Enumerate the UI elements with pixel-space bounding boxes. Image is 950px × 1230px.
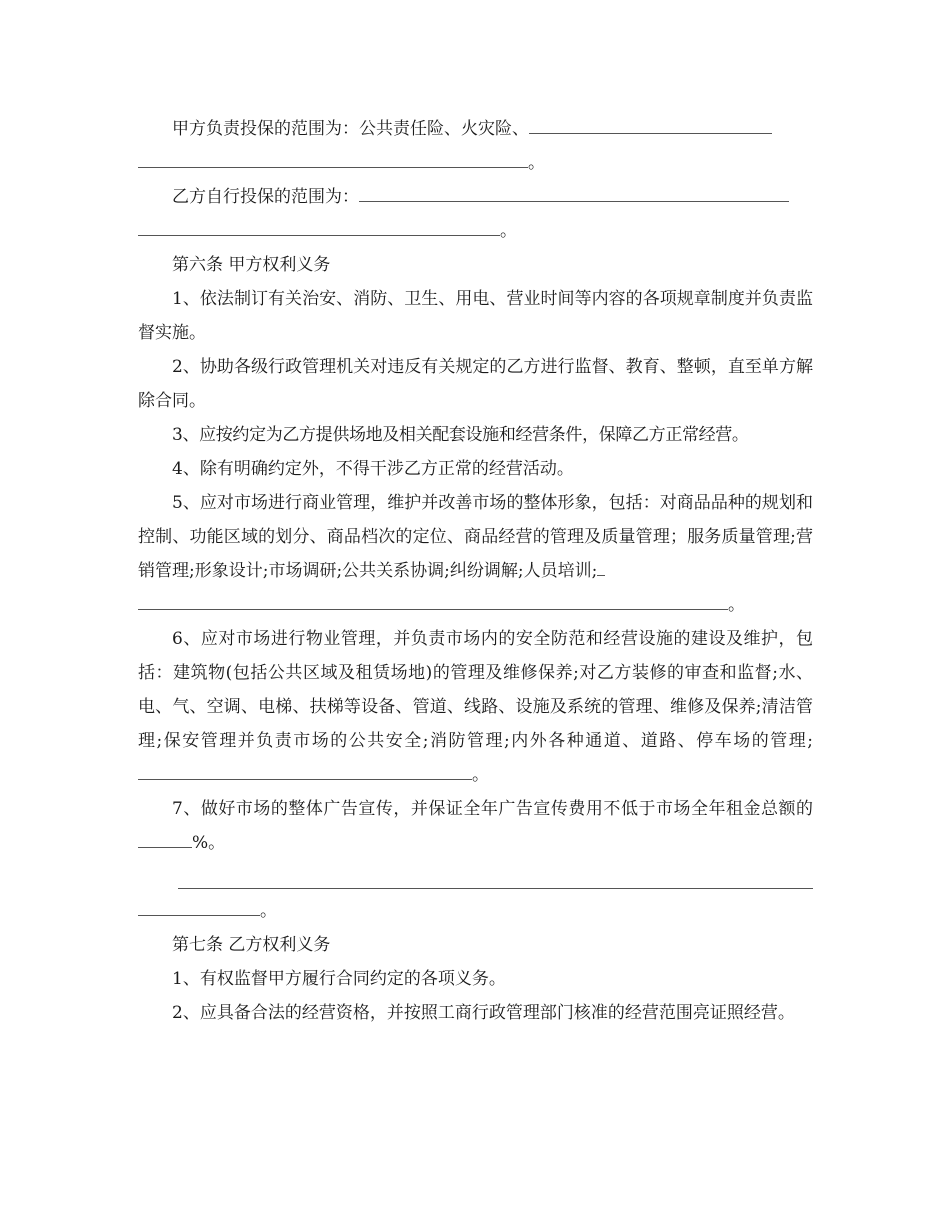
party-a-insurance-end: 。 — [528, 153, 545, 173]
article-6-item-5 — [138, 486, 813, 588]
article-6-extra-cont — [138, 894, 813, 928]
article-7-item-2: 2、应具备合法的经营资格，并按照工商行政管理部门核准的经营范围亮证照经营。 — [172, 1003, 795, 1023]
article-6-item-5-end: 。 — [728, 595, 745, 615]
party-b-insurance-blank-2 — [138, 217, 500, 236]
article-7-item-1: 1、有权监督甲方履行合同约定的各项义务。 — [172, 969, 506, 989]
article-6-item-6-blank — [138, 761, 472, 780]
party-a-insurance-blank-2 — [138, 149, 528, 168]
article-6-item-7-text: 7、做好市场的整体广告宣传，并保证全年广告宣传费用不低于市场全年租金总额的 — [172, 799, 813, 819]
article-7-title: 第七条 乙方权利义务 — [172, 935, 331, 955]
party-b-insurance-end: 。 — [500, 221, 517, 241]
party-a-insurance-label: 甲方负责投保的范围为：公共责任险、火灾险、 — [172, 119, 529, 139]
party-b-insurance-blank — [359, 183, 789, 202]
article-6-item-3: 3、应按约定为乙方提供场地及相关配套设施和经营条件，保障乙方正常经营。 — [172, 425, 749, 445]
article-6-title: 第六条 甲方权利义务 — [172, 255, 331, 275]
party-b-insurance-line — [138, 180, 813, 214]
article-6-extra-blank — [178, 870, 813, 889]
party-b-insurance-cont — [138, 214, 813, 248]
party-b-insurance-label: 乙方自行投保的范围为： — [172, 187, 359, 207]
party-a-insurance-cont — [138, 146, 813, 180]
article-6-item-6 — [138, 622, 813, 792]
article-6-item-6-text: 6、应对市场进行物业管理，并负责市场内的安全防范和经营设施的建设及维护，包括：建筑物(包括公共区域及租赁场地)的管理及维修保养;对乙方装修的审查和监督;水、电、气、空调、电梯、扶梯等设备、管道、线路、设施及系统的管理、维修及保养;清洁管理;保安管理并负责市场的公共安全;消防管理;内外各种通道、道路、停车场的管理; — [138, 629, 813, 751]
article-6-item-1: 1、依法制订有关治安、消防、卫生、用电、营业时间等内容的各项规章制度并负责监督实施。 — [138, 289, 813, 343]
article-6-item-5-text: 5、应对市场进行商业管理，维护并改善市场的整体形象，包括：对商品品种的规划和控制、功能区域的划分、商品档次的定位、商品经营的管理及质量管理；服务质量管理;营销管理;形象设计;市场调研;公共关系协调;纠纷调解;人员培训; — [138, 493, 813, 581]
article-6-item-7-suffix: %。 — [192, 833, 226, 853]
article-6-item-6-end: 。 — [472, 765, 489, 785]
article-6-item-7 — [138, 792, 813, 860]
article-6-item-5-blank — [138, 591, 728, 610]
article-6-extra-end: 。 — [260, 901, 277, 921]
party-a-insurance-line — [138, 112, 813, 146]
article-6-extra-blank-2 — [138, 897, 260, 916]
article-6-item-5-blank-a — [597, 557, 605, 576]
article-6-item-2: 2、协助各级行政管理机关对违反有关规定的乙方进行监督、教育、整顿，直至单方解除合同。 — [138, 357, 813, 411]
party-a-insurance-blank — [529, 115, 772, 134]
article-6-item-4: 4、除有明确约定外，不得干涉乙方正常的经营活动。 — [172, 459, 574, 479]
article-6-extra-blank-line — [138, 860, 813, 894]
article-6-item-7-blank — [138, 829, 192, 848]
article-6-item-5-cont — [138, 588, 813, 622]
document-body — [138, 112, 813, 1030]
